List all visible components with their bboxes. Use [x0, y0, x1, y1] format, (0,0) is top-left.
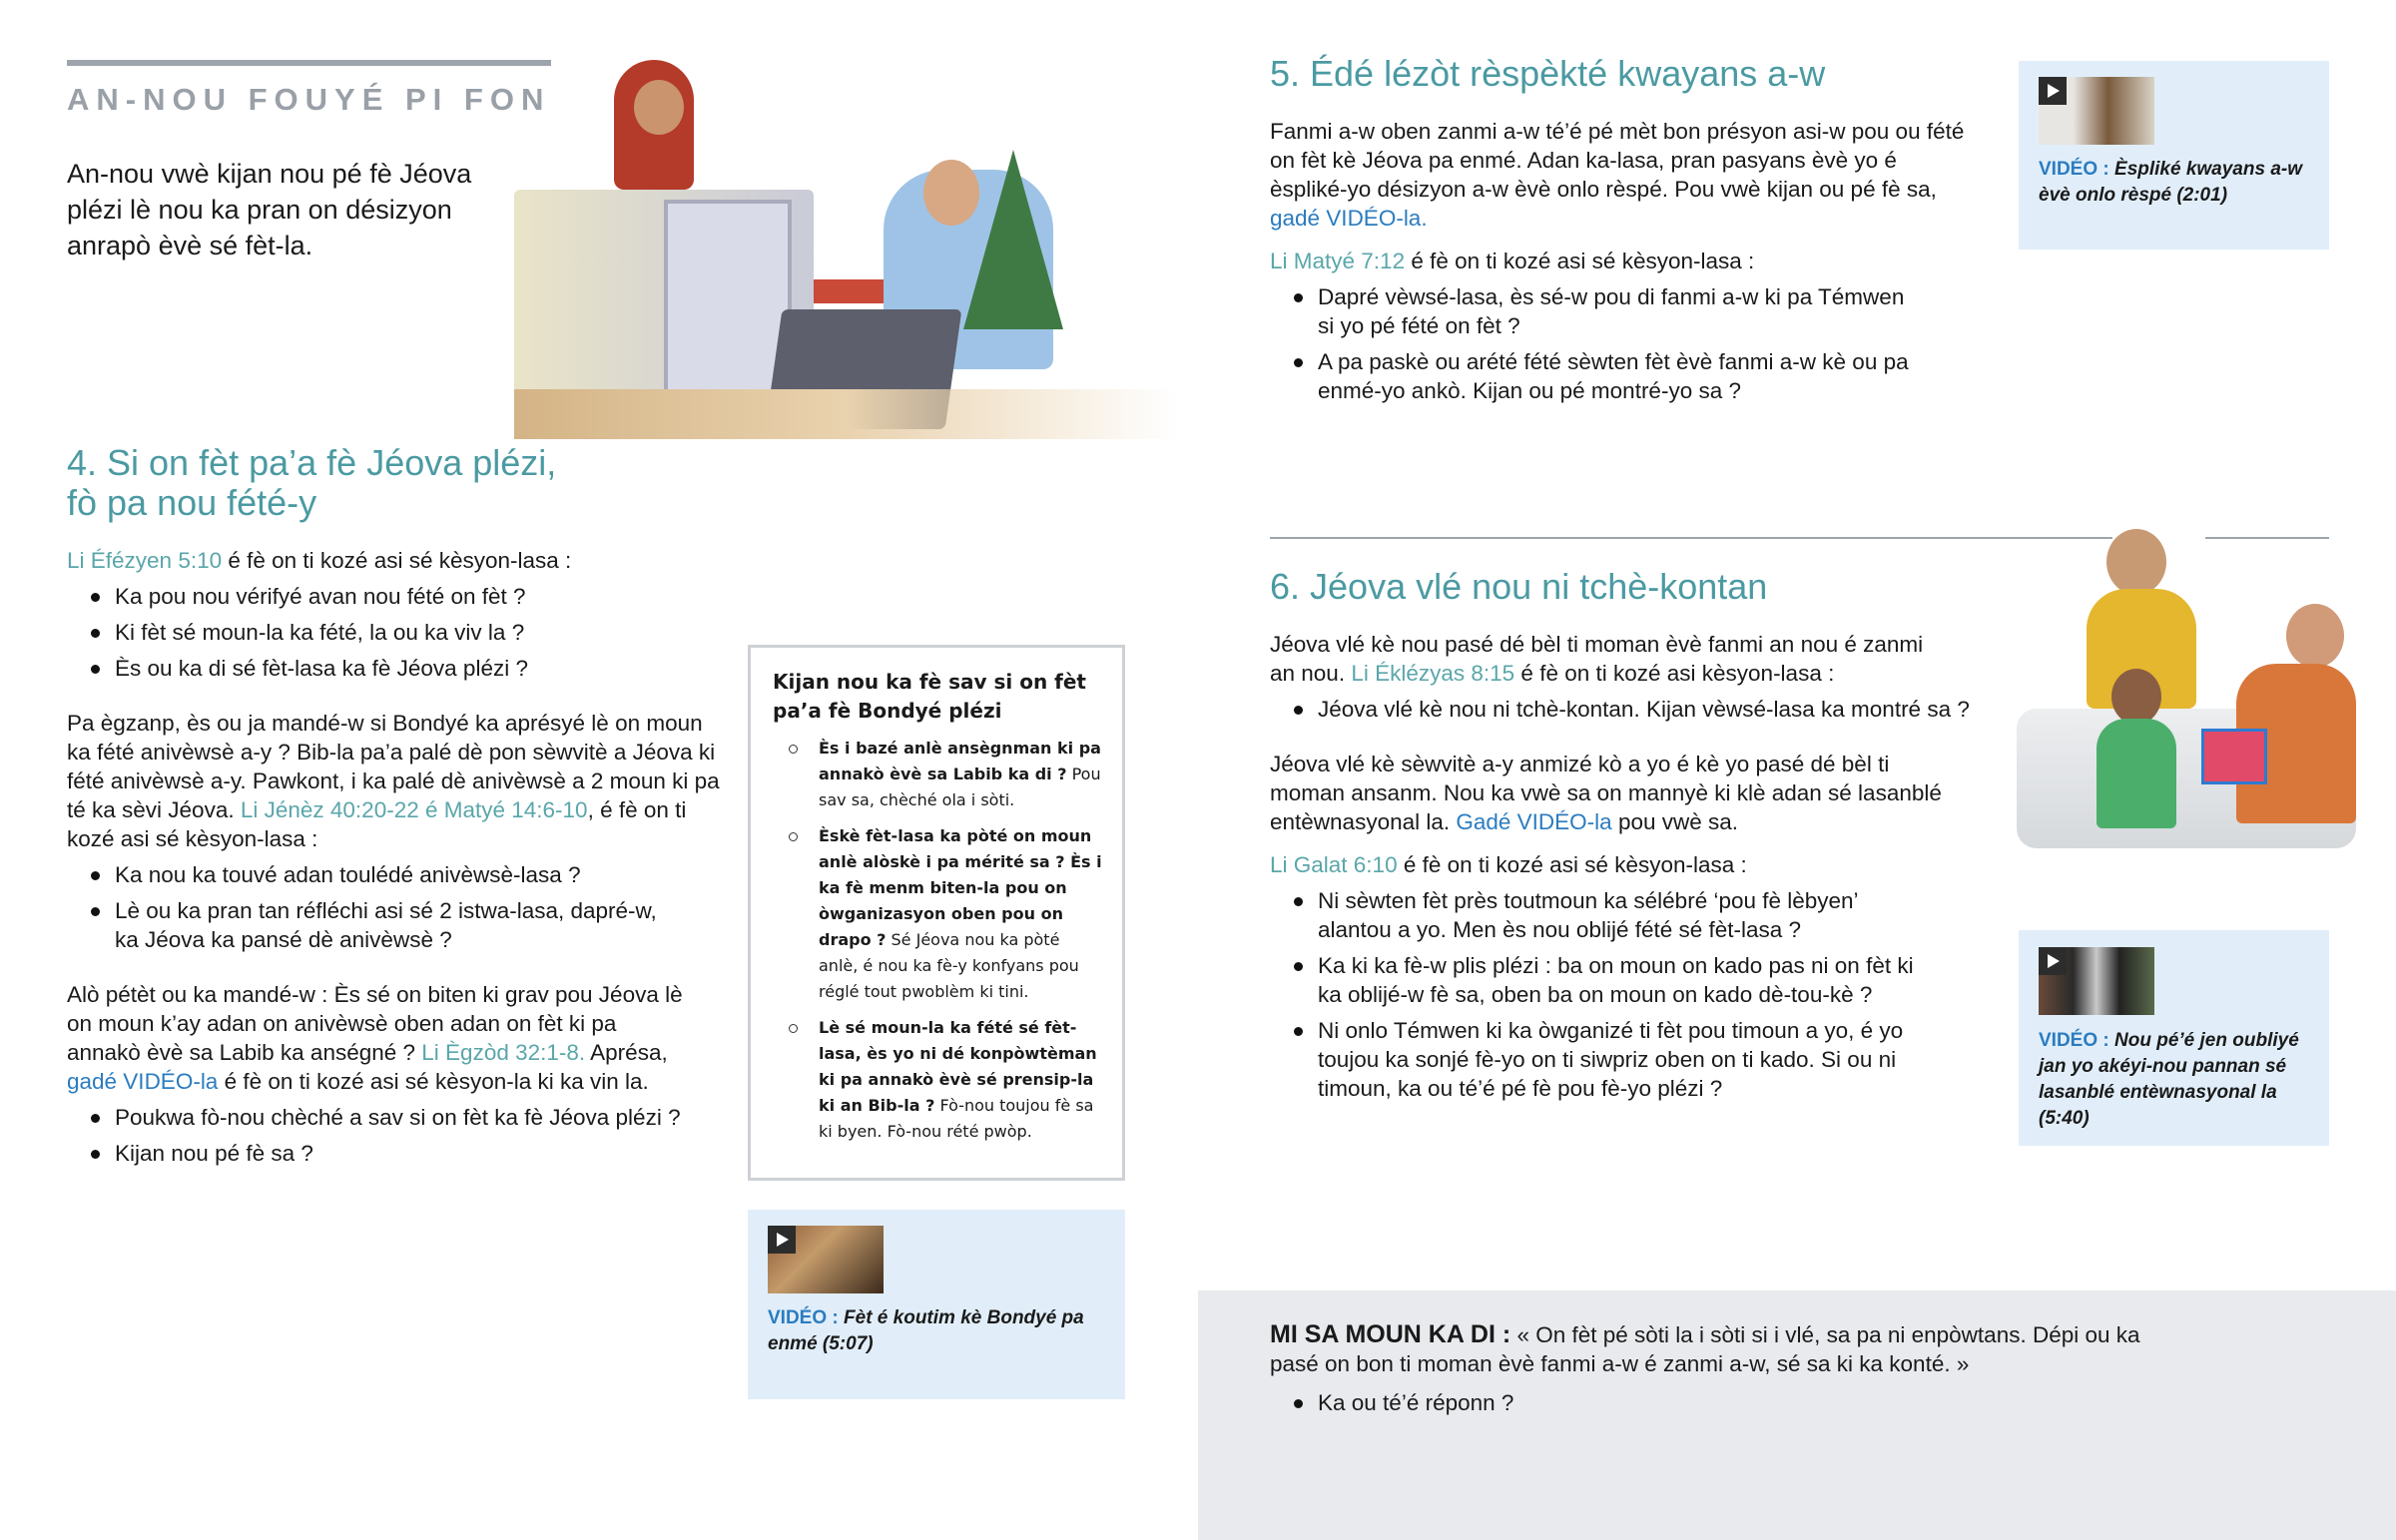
video-title[interactable]: Nou pé’é jen oubliyé jan yo akéyi-nou pannan sé lasanblé entèwnasyonal la (5:40)	[2039, 1030, 2299, 1129]
intro-text: An-nou vwè kijan nou pé fè Jéova plézi lè nou ka pran on désizyon anrapò èvè sé fèt-la.	[67, 159, 472, 260]
header-rule	[67, 60, 551, 66]
question-item: Lè ou ka pran tan réfléchi asi sé 2 istwa-lasa, dapré-w, ka Jéova ka pansé dè anivèwsè ?	[67, 896, 666, 954]
question-item: A pa paskè ou arété fété sèwten fèt èvè fanmi a-w kè ou pa enmé-yo ankò. Kijan ou pé montré-yo sa ?	[1270, 347, 1909, 405]
text: é fè on ti kozé asi sé kèsyon-lasa :	[222, 548, 572, 573]
section-6-ref-line	[1270, 850, 2009, 879]
office-illustration	[514, 60, 1178, 439]
scripture-link[interactable]: Li Galat 6:10	[1270, 852, 1398, 877]
video-thumbnail[interactable]	[2039, 947, 2154, 1015]
section-4-intro	[67, 546, 726, 575]
text: Pa ègzanp, ès ou ja mandé-w si Bondyé ka aprésyé lè on moun ka fété anivèwsè a-y ? Bib-la pa’a palé dè pon sèwvitè a Jéova ki fété anivèwsè a-y. Pawkont, i ka palé dè anivèwsè a 2 moun ki pa té ka sèvi Jéova.	[67, 711, 720, 822]
question-item: Ka ou té’é réponn ?	[1270, 1388, 2168, 1417]
video-caption	[2039, 157, 2318, 209]
section-kicker: AN-NOU FOUYÉ PI FON	[67, 82, 551, 117]
text: Jéova vlé kè sèwvitè a-y anmizé kò a yo é kè yo pasé dé bèl ti moman ansanm. Nou ka vwè sa on mannyè ki klè adan sé lasanblé entèwnasyonal la.	[1270, 752, 1942, 834]
section-6-paragraph-1	[1270, 630, 2009, 688]
video-label: VIDÉO :	[2039, 1030, 2109, 1051]
guidance-answer: Pou sav sa, chèché ola i sòti.	[819, 765, 1101, 809]
section-4-heading-line1: 4. Si on fèt pa’a fè Jéova plézi,	[67, 442, 557, 483]
section-5-ref-line	[1270, 247, 1969, 275]
text: Fanmi a-w oben zanmi a-w té’é pé mèt bon présyon asi-w pou ou fété on fèt kè Jéova pa enmé. Adan ka-lasa, pran pasyans èvè yo é èspliké-yo désizyon a-w èvè onlo rèspé. Pou vwè kijan ou pé fè sa,	[1270, 119, 1965, 202]
section-4-paragraph-3	[67, 980, 726, 1096]
question-list	[1270, 886, 2009, 1103]
section-6-body	[1270, 630, 2009, 1103]
section-6-paragraph-2	[1270, 750, 2009, 836]
question-list	[1270, 695, 2009, 724]
video-label: VIDÉO :	[2039, 159, 2109, 180]
guidance-answer: Fò-nou toujou fè sa ki byen. Fò-nou rété pwòp.	[819, 1096, 1094, 1141]
video-thumbnail[interactable]	[768, 1226, 884, 1293]
family-illustration	[2017, 519, 2356, 873]
question-item: Ni onlo Témwen ki ka òwganizé ti fèt pou timoun a yo, é yo toujou ka sonjé fè-yo on ti siwpriz oben on ti kado. Si ou ni timoun, ka ou té’é pé fè pou fè-yo plézi ?	[1270, 1016, 1929, 1103]
question-item: Ka pou nou vérifyé avan nou fété on fèt ?	[67, 582, 726, 611]
question-item: Dapré vèwsé-lasa, ès sé-w pou di fanmi a-w ki pa Témwen si yo pé fété on fèt ?	[1270, 282, 1909, 340]
section-4-paragraph-2	[67, 709, 726, 853]
video-label: VIDÉO :	[768, 1307, 839, 1328]
guidance-question: Lè sé moun-la ka fété sé fèt-lasa, ès yo ni dé konpòwtèman ki pa annakò èvè sé prensip-la ki an Bib-la ?	[819, 1018, 1097, 1115]
video-card[interactable]	[2019, 61, 2329, 250]
question-list	[67, 860, 726, 954]
question-item: Ès ou ka di sé fèt-lasa ka fè Jéova plézi ?	[67, 654, 726, 683]
video-caption	[768, 1305, 1097, 1357]
question-item: Ni sèwten fèt près toutmoun ka sélébré ‘pou fè lèbyen’ alantou a yo. Men ès nou oblijé fété sé fèt-lasa ?	[1270, 886, 1929, 944]
guidance-box	[748, 645, 1125, 1181]
scripture-link[interactable]: Li Ègzòd 32:1-8.	[421, 1040, 586, 1065]
guidance-item	[773, 1015, 1102, 1145]
question-item: Kijan nou pé fè sa ?	[67, 1139, 726, 1168]
video-thumbnail[interactable]	[2039, 77, 2154, 145]
question-item: Jéova vlé kè nou ni tchè-kontan. Kijan vèwsé-lasa ka montré sa ?	[1270, 695, 2009, 724]
scripture-link[interactable]: Li Jénèz 40:20-22 é Matyé 14:6-10	[240, 797, 588, 822]
question-list	[67, 582, 726, 683]
video-link[interactable]: Gadé VIDÉO-la	[1456, 809, 1612, 834]
others-say-quote	[1270, 1320, 2168, 1378]
video-caption	[2039, 1028, 2318, 1132]
text: , é fè on ti kozé asi sé kèsyon-lasa :	[67, 797, 687, 851]
question-item: Ka nou ka touvé adan toulédé anivèwsè-lasa ?	[67, 860, 666, 889]
text: é fè on ti kozé asi kèsyon-lasa :	[1514, 661, 1835, 686]
play-icon[interactable]	[2039, 947, 2067, 975]
video-card[interactable]	[748, 1210, 1125, 1399]
question-item: Ki fèt sé moun-la ka fété, la ou ka viv la ?	[67, 618, 726, 647]
question-item: Poukwa fò-nou chèché a sav si on fèt ka fè Jéova plézi ?	[67, 1103, 726, 1132]
video-title[interactable]: Fèt é koutim kè Bondyé pa enmé (5:07)	[768, 1307, 1084, 1354]
question-item: Ka ki ka fè-w plis plézi : ba on moun on kado pas ni on fèt ki ka oblijé-w fè sa, oben ba on moun on kado dè-tou-kè ?	[1270, 951, 1929, 1009]
guidance-question: Èskè fèt-lasa ka pòté on moun anlè alòskè i pa mérité sa ? Ès i ka fè menm biten-la pou on òwganizasyon oben pou on drapo ?	[819, 826, 1102, 949]
play-icon[interactable]	[2039, 77, 2067, 105]
text: Alò pétèt ou ka mandé-w : Ès sé on biten ki grav pou Jéova lè on moun k’ay adan on anivèwsè oben adan on fèt ki pa annakò èvè sa Labib ka anségné ?	[67, 982, 683, 1065]
others-say-label: MI SA MOUN KA DI :	[1270, 1320, 1511, 1348]
guidance-item	[773, 736, 1102, 813]
section-5-body	[1270, 117, 1969, 405]
question-list	[1270, 1388, 2168, 1417]
scripture-link[interactable]: Li Éklézyas 8:15	[1351, 661, 1515, 686]
play-icon[interactable]	[768, 1226, 796, 1254]
question-list	[1270, 282, 1969, 405]
scripture-link[interactable]: Li Matyé 7:12	[1270, 249, 1406, 273]
section-5-heading: 5. Édé lézòt rèspèkté kwayans a-w	[1270, 53, 1826, 94]
text: pou vwè sa.	[1611, 809, 1739, 834]
others-say-panel	[1198, 1290, 2396, 1540]
video-title[interactable]: Èspliké kwayans a-w èvè onlo rèspé (2:01)	[2039, 159, 2303, 206]
guidance-item	[773, 823, 1102, 1005]
section-5-paragraph	[1270, 117, 1969, 233]
guidance-box-title: Kijan nou ka fè sav si on fèt pa’a fè Bondyé plézi	[773, 670, 1086, 723]
guidance-list	[773, 736, 1102, 1145]
scripture-link[interactable]: Li Éfézyen 5:10	[67, 548, 223, 573]
others-say-content	[1270, 1320, 2168, 1417]
video-card[interactable]	[2019, 930, 2329, 1146]
section-4-heading-line2: fò pa nou fété-y	[67, 482, 317, 523]
guidance-question: Ès i bazé anlè ansègnman ki pa annakò èvè sa Labib ka di ?	[819, 739, 1101, 783]
text: é fè on ti kozé asi sé kèsyon-lasa :	[1405, 249, 1755, 273]
quote-text: « On fèt pé sòti la i sòti si i vlé, sa pa ni enpòwtans. Dépi ou ka pasé on bon ti moman èvè fanmi a-w é zanmi a-w, sé sa ki ka konté. »	[1270, 1322, 2140, 1376]
section-6-heading: 6. Jéova vlé nou ni tchè-kontan	[1270, 566, 1768, 607]
text: é fè on ti kozé asi sé kèsyon-lasa :	[1397, 852, 1747, 877]
video-link[interactable]: gadé VIDÉO-la	[67, 1069, 219, 1094]
text: é fè on ti kozé asi sé kèsyon-la ki ka vin la.	[218, 1069, 649, 1094]
text: Aprésa,	[585, 1040, 668, 1065]
section-4-heading	[67, 443, 556, 523]
video-link[interactable]: gadé VIDÉO-la.	[1270, 206, 1428, 231]
question-list	[67, 1103, 726, 1168]
section-divider	[1270, 537, 2112, 539]
guidance-answer: Sé Jéova nou ka pòté anlè, é nou ka fè-y konfyans pou réglé tout pwoblèm ki tini.	[819, 930, 1079, 1001]
section-4-body	[67, 546, 726, 1168]
text: Jéova vlé kè nou pasé dé bèl ti moman èvè fanmi an nou é zanmi an nou.	[1270, 632, 1924, 686]
